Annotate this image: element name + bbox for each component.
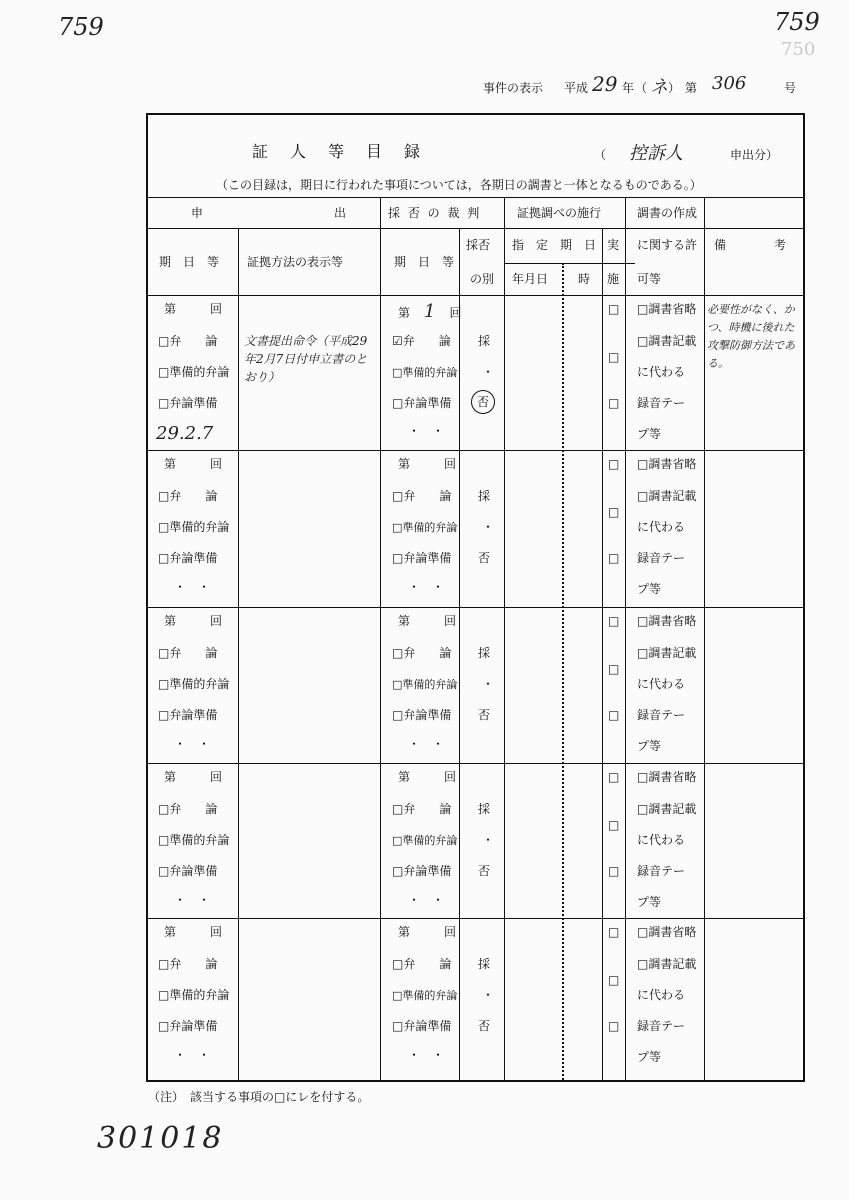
case-type: ネ xyxy=(650,77,668,98)
ruling-dai: 第 xyxy=(398,306,411,320)
header-done-1: 実 xyxy=(607,238,620,252)
header-method: 証拠方法の表示等 xyxy=(247,255,344,269)
done-check-1: □ xyxy=(608,925,620,939)
header-request-2: 出 xyxy=(334,206,347,220)
record-substitute: に代わる xyxy=(637,365,686,379)
done-check-2: □ xyxy=(608,350,620,364)
case-era: 平成 xyxy=(564,81,589,95)
record-audio-etc: プ等 xyxy=(637,582,662,596)
case-type-open: （ xyxy=(635,81,648,95)
record-audio-etc: プ等 xyxy=(637,1050,662,1064)
request-junbi: □準備的弁論 xyxy=(158,520,230,534)
request-junbi: □準備的弁論 xyxy=(158,988,230,1002)
request-junbi: □準備的弁論 xyxy=(158,833,230,847)
header-remarks: 備 考 xyxy=(714,238,787,252)
record-entry: □調書記載 xyxy=(637,957,697,971)
ruling-benron: □弁 論 xyxy=(392,646,452,660)
ruling-benron: □弁 論 xyxy=(392,957,452,971)
request-dots: ・ ・ xyxy=(174,893,211,907)
record-omit: □調書省略 xyxy=(637,457,697,471)
header-accept-2: の別 xyxy=(470,272,495,286)
row-kai: 回 xyxy=(210,457,223,471)
accept-dot: ・ xyxy=(482,365,495,379)
ruling-number: 1 xyxy=(424,301,436,322)
done-check-1: □ xyxy=(608,457,620,471)
ruling-dots: ・ ・ xyxy=(408,893,445,907)
request-dots: ・ ・ xyxy=(174,1048,211,1062)
request-date-hand: 29.2.7 xyxy=(156,423,214,444)
row-kai: 回 xyxy=(210,614,223,628)
ruling-junbi: □準備的弁論 xyxy=(392,521,458,534)
case-number: 306 xyxy=(712,73,747,94)
ruling-junbi: □準備的弁論 xyxy=(392,366,458,379)
request-benron-junbi: □弁論準備 xyxy=(158,396,218,410)
done-check-1: □ xyxy=(608,302,620,316)
ruling-dai: 第 xyxy=(398,925,411,939)
remarks-handwritten: 必要性がなく、かつ、時機に後れた攻撃防御方法である。 xyxy=(707,303,795,370)
ruling-benron-checked: ☑弁 論 xyxy=(392,334,451,348)
record-omit: □調書省略 xyxy=(637,770,697,784)
ruling-dots: ・ ・ xyxy=(408,1048,445,1062)
row-dai: 第 xyxy=(164,302,177,316)
accept-dot: ・ xyxy=(482,677,495,691)
ruling-junbi: □準備的弁論 xyxy=(392,989,458,1002)
record-entry: □調書記載 xyxy=(637,646,697,660)
accept-sai: 採 xyxy=(478,802,491,816)
page-number-top-right: 759 xyxy=(774,8,820,36)
request-benron: □弁 論 xyxy=(158,489,218,503)
record-substitute: に代わる xyxy=(637,677,686,691)
request-benron: □弁 論 xyxy=(158,334,218,348)
ruling-dots: ・ ・ xyxy=(408,580,445,594)
record-entry: □調書記載 xyxy=(637,334,697,348)
ruling-benron-junbi: □弁論準備 xyxy=(392,396,452,410)
record-audio-etc: プ等 xyxy=(637,739,662,753)
record-substitute: に代わる xyxy=(637,988,686,1002)
header-exam: 証拠調べの施行 xyxy=(517,206,602,220)
ruling-dai: 第 xyxy=(398,770,411,784)
accept-sai: 採 xyxy=(478,489,491,503)
request-benron-junbi: □弁論準備 xyxy=(158,708,218,722)
ruling-kai: 回 xyxy=(444,457,457,471)
record-omit: □調書省略 xyxy=(637,925,697,939)
request-benron: □弁 論 xyxy=(158,646,218,660)
ruling-benron-junbi: □弁論準備 xyxy=(392,1019,452,1033)
submitter-open: （ xyxy=(594,148,607,162)
header-ruling: 採 否 の 裁 判 xyxy=(388,206,482,220)
row-dai: 第 xyxy=(164,614,177,628)
request-benron-junbi: □弁論準備 xyxy=(158,864,218,878)
witness-list-form xyxy=(146,113,805,1082)
accept-hi: 否 xyxy=(478,1019,491,1033)
done-check-3: □ xyxy=(608,708,620,722)
accept-sai: 採 xyxy=(478,334,491,348)
done-check-3: □ xyxy=(608,864,620,878)
submitter-name: 控訴人 xyxy=(629,143,683,164)
record-substitute: に代わる xyxy=(637,833,686,847)
ruling-junbi: □準備的弁論 xyxy=(392,678,458,691)
record-entry: □調書記載 xyxy=(637,802,697,816)
header-record: 調書の作成 xyxy=(637,206,698,220)
done-check-1: □ xyxy=(608,614,620,628)
request-benron-junbi: □弁論準備 xyxy=(158,551,218,565)
record-audio: 録音テー xyxy=(637,708,686,722)
row-dai: 第 xyxy=(164,457,177,471)
ruling-dai: 第 xyxy=(398,457,411,471)
accept-hi: 否 xyxy=(478,864,491,878)
page-number-top-left: 759 xyxy=(58,13,104,41)
row-kai: 回 xyxy=(210,770,223,784)
ruling-kai: 回 xyxy=(444,925,457,939)
done-check-3: □ xyxy=(608,396,620,410)
case-no-label: 第 xyxy=(685,81,698,95)
done-check-2: □ xyxy=(608,973,620,987)
accept-dot: ・ xyxy=(482,833,495,847)
ruling-benron-junbi: □弁論準備 xyxy=(392,551,452,565)
done-check-1: □ xyxy=(608,770,620,784)
bottom-number-handwritten: 301018 xyxy=(97,1121,224,1156)
form-note: （注） 該当する事項の□にレを付する。 xyxy=(148,1090,370,1104)
header-record-3: 可等 xyxy=(637,272,662,286)
case-prefix: 事件の表示 xyxy=(483,81,544,95)
accept-sai: 採 xyxy=(478,957,491,971)
ruling-benron: □弁 論 xyxy=(392,802,452,816)
rejected-circled: 否 xyxy=(471,390,495,414)
ruling-kai: 回 xyxy=(449,306,462,320)
ruling-kai: 回 xyxy=(444,614,457,628)
ruling-dots: ・ ・ xyxy=(408,737,445,751)
done-check-3: □ xyxy=(608,551,620,565)
request-dots: ・ ・ xyxy=(174,580,211,594)
header-designated: 指 定 期 日 xyxy=(512,238,597,252)
row-kai: 回 xyxy=(210,925,223,939)
ruling-kai: 回 xyxy=(444,770,457,784)
case-year: 29 xyxy=(592,72,618,96)
header-done-2: 施 xyxy=(607,272,620,286)
row-dai: 第 xyxy=(164,770,177,784)
request-benron: □弁 論 xyxy=(158,957,218,971)
ruling-benron-junbi: □弁論準備 xyxy=(392,864,452,878)
request-junbi: □準備的弁論 xyxy=(158,365,230,379)
case-year-unit: 年 xyxy=(622,81,635,95)
done-check-2: □ xyxy=(608,818,620,832)
record-audio: 録音テー xyxy=(637,1019,686,1033)
header-date: 期 日 等 xyxy=(159,255,220,269)
submitter-suffix: 申出分） xyxy=(730,148,779,162)
header-ruling-date: 期 日 等 xyxy=(394,255,455,269)
header-request: 申 xyxy=(191,206,204,220)
record-audio-etc: プ等 xyxy=(637,427,662,441)
accept-dot: ・ xyxy=(482,988,495,1002)
header-time: 時 xyxy=(578,272,591,286)
record-audio: 録音テー xyxy=(637,864,686,878)
request-junbi: □準備的弁論 xyxy=(158,677,230,691)
ruling-benron-junbi: □弁論準備 xyxy=(392,708,452,722)
form-notice: （この目録は，期日に行われた事項については，各期日の調書と一体となるものである。） xyxy=(216,178,702,192)
record-audio-etc: プ等 xyxy=(637,895,662,909)
header-record-2: に関する許 xyxy=(637,238,698,252)
accept-sai: 採 xyxy=(478,646,491,660)
record-omit: □調書省略 xyxy=(637,614,697,628)
record-audio: 録音テー xyxy=(637,396,686,410)
row-kai: 回 xyxy=(210,302,223,316)
header-accept-1: 採否 xyxy=(466,238,491,252)
ruling-dots: ・ ・ xyxy=(408,424,445,438)
request-benron: □弁 論 xyxy=(158,802,218,816)
ruling-dai: 第 xyxy=(398,614,411,628)
header-ymd: 年月日 xyxy=(512,272,549,286)
ruling-junbi: □準備的弁論 xyxy=(392,834,458,847)
request-benron-junbi: □弁論準備 xyxy=(158,1019,218,1033)
page-number-faint: 750 xyxy=(781,39,816,60)
row-dai: 第 xyxy=(164,925,177,939)
accept-hi: 否 xyxy=(478,708,491,722)
ruling-benron: □弁 論 xyxy=(392,489,452,503)
record-audio: 録音テー xyxy=(637,551,686,565)
method-handwritten: 文書提出命令（平成29年2月7日付申立書のとおり） xyxy=(244,334,368,384)
record-omit: □調書省略 xyxy=(637,302,697,316)
record-substitute: に代わる xyxy=(637,520,686,534)
accept-hi: 否 xyxy=(478,551,491,565)
record-entry: □調書記載 xyxy=(637,489,697,503)
form-title: 証人等目録 xyxy=(252,142,443,161)
case-type-close: ） xyxy=(668,81,681,95)
done-check-2: □ xyxy=(608,505,620,519)
done-check-2: □ xyxy=(608,662,620,676)
case-no-unit: 号 xyxy=(784,81,797,95)
accept-dot: ・ xyxy=(482,520,495,534)
done-check-3: □ xyxy=(608,1019,620,1033)
request-dots: ・ ・ xyxy=(174,737,211,751)
